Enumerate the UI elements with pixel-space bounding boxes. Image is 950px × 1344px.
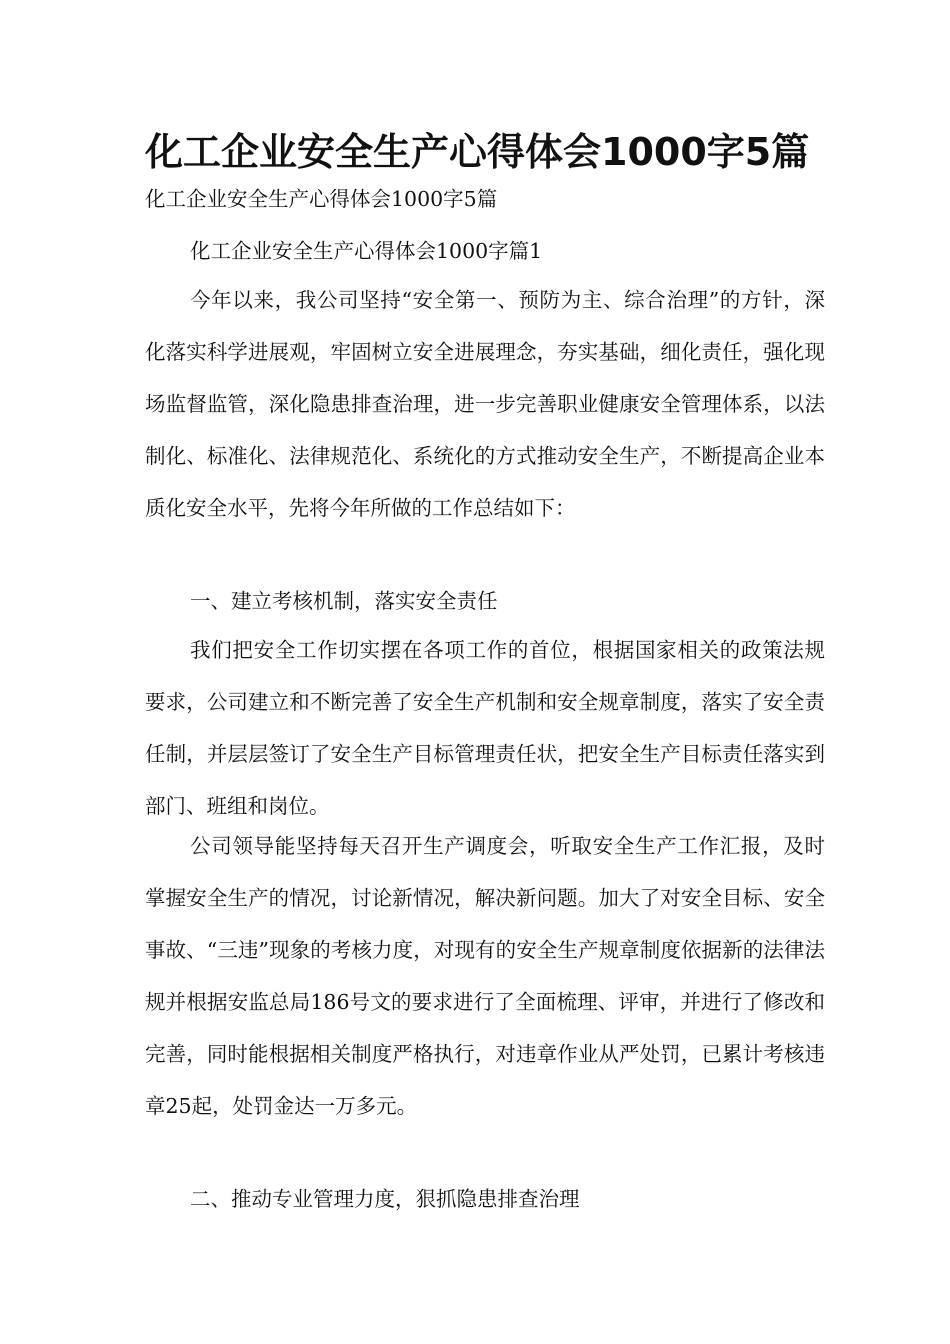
paragraph-intro: 今年以来，我公司坚持“安全第一、预防为主、综合治理”的方针，深化落实科学进展观，牢固树立安全进展理念，夯实基础，细化责任，强化现场监督监管，深化隐患排查治理，进一步完善职业健康安全管理体系，以法制化、标准化、法律规范化、系统化的方式推动安全生产，不断提高企业本质化安全水平，先将今年所做的工作总结如下： [145, 288, 825, 520]
section-heading-1: 一、建立考核机制，落实安全责任 [190, 589, 498, 613]
paragraph-supervision: 公司领导能坚持每天召开生产调度会，听取安全生产工作汇报，及时掌握安全生产的情况，讨论新情况，解决新问题。加大了对安全目标、安全事故、“三违”现象的考核力度，对现有的安全生产规章制度依据新的法律法规并根据安监总局186号文的要求进行了全面梳理、评审，并进行了修改和完善，同时能根据相关制度严格执行，对违章作业从严处罚，已累计考核违章25起，处罚金达一万多元。 [145, 834, 825, 1118]
document-subtitle: 化工企业安全生产心得体会1000字5篇 [145, 187, 498, 211]
document-title: 化工企业安全生产心得体会1000字5篇 [145, 130, 810, 174]
paragraph-responsibility: 我们把安全工作切实摆在各项工作的首位，根据国家相关的政策法规要求，公司建立和不断完善了安全生产机制和安全规章制度，落实了安全责任制，并层层签订了安全生产目标管理责任状，把安全生产目标责任落实到部门、班组和岗位。 [145, 638, 825, 818]
section-title: 化工企业安全生产心得体会1000字篇1 [190, 239, 543, 263]
section-heading-2: 二、推动专业管理力度，狠抓隐患排查治理 [190, 1187, 580, 1211]
